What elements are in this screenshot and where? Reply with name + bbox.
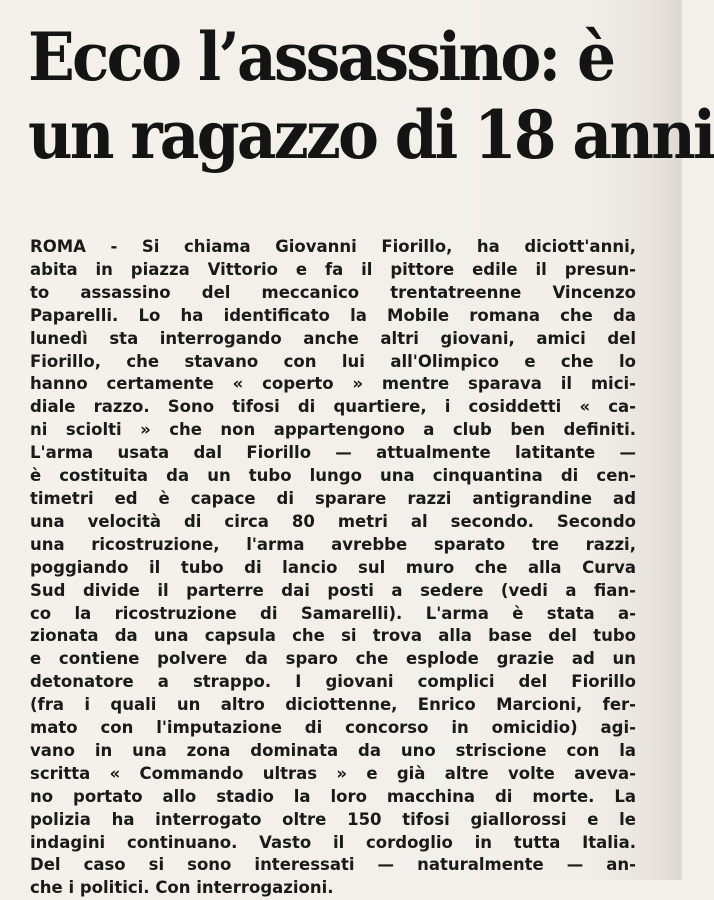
article-line: (fra i quali un altro diciottenne, Enrico Marcioni, fer- — [30, 695, 636, 715]
article-line: Paparelli. Lo ha identificato la Mobile romana che da — [30, 305, 636, 325]
article-line: indagini continuano. Vasto il cordoglio in tutta Italia. — [30, 832, 636, 852]
article-line: Fiorillo, che stavano con lui all'Olimpico e che lo — [30, 351, 636, 371]
article-line: diale razzo. Sono tifosi di quartiere, i cosiddetti « ca- — [30, 397, 636, 417]
article-line: lunedì sta interrogando anche altri giovani, amici del — [30, 328, 636, 348]
article-line: no portato allo stadio la loro macchina di morte. La — [30, 786, 636, 806]
article-line: poggiando il tubo di lancio sul muro che alla Curva — [30, 557, 636, 577]
article-line: Sud divide il parterre dai posti a sedere (vedi a fian- — [30, 580, 636, 600]
article-line: ROMA - Si chiama Giovanni Fiorillo, ha diciott'anni, — [30, 237, 636, 256]
article-line: to assassino del meccanico trentatreenne Vincenzo — [30, 282, 636, 302]
article-line: è costituita da un tubo lungo una cinquantina di cen- — [30, 466, 636, 486]
article-line: scritta « Commando ultras » e già altre volte aveva- — [30, 763, 636, 783]
article-line: ni sciolti » che non appartengono a club ben definiti. — [30, 420, 636, 440]
article-line: hanno certamente « coperto » mentre sparava il mici- — [30, 374, 636, 394]
headline — [28, 18, 714, 174]
headline-line-1: Ecco l’assassino: è — [28, 18, 614, 96]
article-line: mato con l'imputazione di concorso in omicidio) agi- — [30, 718, 636, 738]
headline-line-2: un ragazzo di 18 anni — [28, 96, 714, 174]
article-line: detonatore a strappo. I giovani complici del Fiorillo — [30, 672, 636, 692]
article-line: che i politici. Con interrogazioni. — [30, 878, 334, 898]
article-line: L'arma usata dal Fiorillo — attualmente latitante — — [30, 443, 636, 463]
article-line: e contiene polvere da sparo che esplode grazie ad un — [30, 649, 636, 669]
article-line: timetri ed è capace di sparare razzi antigrandine ad — [30, 488, 636, 508]
article-line: zionata da una capsula che si trova alla base del tubo — [30, 626, 636, 646]
article-line: co la ricostruzione di Samarelli). L'arma è stata a- — [30, 603, 636, 623]
article-line: una ricostruzione, l'arma avrebbe sparato tre razzi, — [30, 534, 636, 554]
article-line: vano in una zona dominata da uno striscione con la — [30, 740, 636, 760]
article-line: Del caso si sono interessati — naturalmente — an- — [30, 855, 636, 875]
article-line: polizia ha interrogato oltre 150 tifosi giallorossi e le — [30, 809, 636, 829]
article-line: abita in piazza Vittorio e fa il pittore edile il presun- — [30, 259, 636, 279]
article-line: una velocità di circa 80 metri al secondo. Secondo — [30, 511, 636, 531]
article-body — [30, 236, 636, 900]
